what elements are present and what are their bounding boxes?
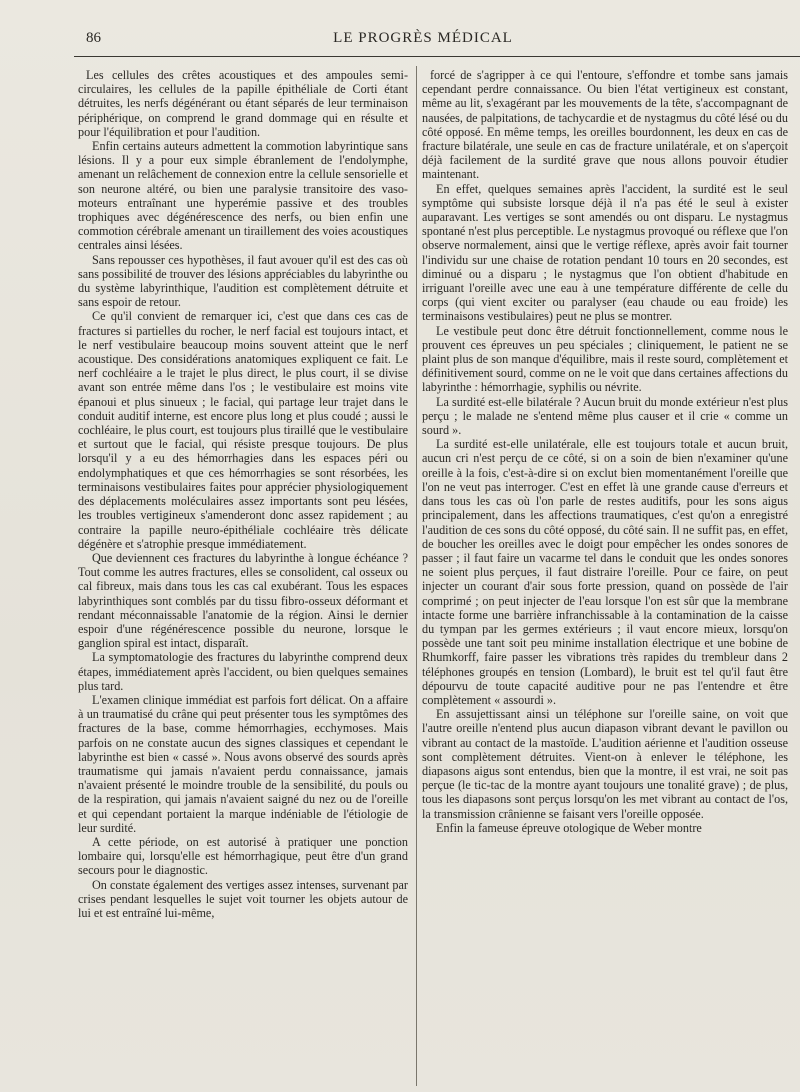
right-column [422,68,788,835]
paragraph: Sans repousser ces hypothèses, il faut avouer qu'il est des cas où sans possibilité de trouver des lésions appréciables du labyrinthe ou du système labyrinthique, l'audition est complètement détruite et sans espoir de retour. [78,252,409,310]
column-divider [416,66,417,1086]
paragraph: La surdité est-elle bilatérale ? Aucun bruit du monde extérieur n'est plus perçu ; le malade ne s'entend même plus causer et il crie « comme un sourd ». [422,394,788,438]
paragraph: Enfin la fameuse épreuve otologique de Weber montre [436,820,702,835]
paragraph: Le vestibule peut donc être détruit fonctionnellement, comme nous le prouvent ces épreuves un peu spéciales ; cliniquement, le patient ne se plaint plus de son manque d'équilibre, mais il reste sourd, complètement et définitivement sourd, comme on ne le voit que dans certaines affections du labyrinthe : hémorrhagie, syphilis ou névrite. [422,323,788,395]
paragraph: L'examen clinique immédiat est parfois fort délicat. On a affaire à un traumatisé du crâne qui peut présenter tous les symptômes des fractures de la base, comme hémorrhagies, ecchymoses. Mais parfois on ne constate aucun des signes classiques et cependant le labyrinthe est bien « cassé ». Nous avons observé des sourds après traumatisme qui jamais n'avaient perdu connaissance, jamais n'avaient présenté le moindre trouble de la sensibilité, du pouls ou de la respiration, qui jamais n'avaient saigné du nez ou de l'oreille et qui cependant portaient la marque indéniable de l'étiologie de leur surdité. [78,692,408,835]
page-number: 86 [86,30,101,46]
paragraph: En effet, quelques semaines après l'accident, la surdité est le seul symptôme qui subsiste lorsque déjà il n'a pas été le seul à exister auparavant. Les vertiges se sont amendés ou ont disparu. Le nystagmus spontané n'est plus perceptible. Le nystagmus provoqué ou réflexe que l'on observe normalement, ainsi que le vertige réflexe, après avoir fait tourner l'individu sur une chaise de rotation pendant 10 tours en 20 secondes, est diminué ou a disparu ; le nystagmus que l'on obtient d'habitude en irriguant l'oreille avec une eau à une température différente de celle du corps (qui vient exciter ou paralyser (eau chaude ou eau froide) les terminaisons vestibulaires) peut ne plus se montrer. [422,181,788,324]
paragraph: La symptomatologie des fractures du labyrinthe comprend deux étapes, immédiatement après l'accident, ou bien quelques semaines plus tard. [78,650,408,693]
paragraph: Que deviennent ces fractures du labyrinthe à longue échéance ? Tout comme les autres fractures, elles se consolident, cal osseux ou cal fibreux, mais dans tous les cas cal exubérant. Tous les espaces labyrinthiques sont comblés par du tissu fibro-osseux déformant et rendant méconnaissable l'anatomie de la région. Ainsi le dernier espoir d'une régénérescence possible du neurone, lorsque le ganglion spiral est intact, disparaît. [78,550,408,651]
paragraph: Les cellules des crêtes acoustiques et des ampoules semi-circulaires, les cellules de la papille épithéliale de Corti étant détruites, les nerfs dégénérant ou étant séparés de leur terminaison périphérique, on comprend le grand dommage qui en résulte et pour l'équilibration et pour l'audition. [78,68,408,139]
paragraph: En assujettissant ainsi un téléphone sur l'oreille saine, on voit que l'autre oreille n'entend plus aucun diapason vibrant devant le pavillon ou vibrant au contact de la mastoïde. L'audition aérienne et l'audition osseuse sont complètement détruites. Vient-on à enlever le téléphone, les diapasons aigus sont entendus, bien que la montre, il est vrai, ne soit pas perçue (le tic-tac de la montre ayant toujours une tonalité grave) ; de plus, tous les diapasons sont perçus lorsqu'on les met vibrant au contact de l'os, la transmission crânienne se faisant vers l'oreille opposée. [422,707,788,821]
header-rule [74,56,800,57]
paragraph: A cette période, on est autorisé à pratiquer une ponction lombaire qui, lorsqu'elle est hémorrhagique, peut être d'un grand secours pour le diagnostic. [78,834,408,878]
paragraph: La surdité est-elle unilatérale, elle est toujours totale et aucun bruit, aucun cri n'est perçu de ce côté, si on a soin de bien n'examiner qu'une oreille à la fois, c'est-à-dire si on exclut bien momentanément l'oreille que l'on ne veut pas interroger. C'est en effet là une grande cause d'erreurs et dans tous les cas où l'on parle de restes auditifs, pour les sons aigus principalement, dans les affections traumatiques, c'est qu'on a enregistré l'audition de ces sons du côté opposé, du côté sain. Il ne suffit pas, en effet, de boucher les oreilles avec le doigt pour empêcher les ondes sonores de passer ; il faut faire un vacarme tel dans le conduit que les ondes sonores ne soient plus perçues, il faut distraire l'oreille. Pour ce faire, on peut injecter un courant d'air sous forte pression, quand on possède de l'air comprimé ; on peut injecter de l'eau lorsque l'on est sûr que la membrane intacte forme une barrière infranchissable à la contamination de la caisse du tympan par les germes extérieurs ; il vaut encore mieux, lorsqu'on possède une tant soit peu minime installation électrique et une bobine de Rhumkorff, faire passer les vibrations très rapides du trembleur dans 2 téléphones groupés en tension (Lombard), le bruit est tel qu'il faut être dépourvu de toute capacité auditive pour ne pas l'entendre et être complètement « assourdi ». [422,437,788,707]
journal-title: LE PROGRÈS MÉDICAL [333,30,513,46]
paragraph: Ce qu'il convient de remarquer ici, c'est que dans ces cas de fractures si partielles du rocher, le nerf facial est toujours intact, et le nerf vestibulaire beaucoup moins souvent atteint que le nerf acoustique. Des considérations anatomiques expliquent ce fait. Le nerf cochléaire a le trajet le plus direct, le plus court, il se divise avant son entrée même dans l'os ; le vestibulaire est moins vite épanoui et plus sinueux ; le facial, qui partage leur trajet dans le conduit auditif interne, est encore plus long et plus coudé ; aussi le cochléaire, le plus court, est toujours plus tiraillé que le vestibulaire et surtout que le facial, qui résiste presque toujours. De plus lorsqu'il y a eu des hémorrhagies dans les espaces péri ou endolymphatiques et que ces hémorrhagies se sont résorbées, les terminaisons vestibulaires faites pour apprécier physiologiquement des déplacements moléculaires assez importants sont peu lésées, les troubles vertigineux s'amenderont donc assez rapidement ; au contraire la papille neuro-épithéliale cochléaire très délicate dégénère et s'atrophie presque immédiatement. [78,309,408,551]
paragraph: forcé de s'agripper à ce qui l'entoure, s'effondre et tombe sans jamais cependant perdre connaissance. Ou bien l'état vertigineux est constant, même au lit, s'exagérant par les mouvements de la tête, s'accompagnant de nausées, de palpitations, de tachycardie et de nystagmus du côté lésé ou du côté opposé. En même temps, les oreilles bourdonnent, les deux en cas de fracture bilatérale, une seule en cas de fracture unilatérale, et on s'aperçoit déjà facilement de la surdité grave que nous allons pouvoir étudier maintenant. [422,68,788,182]
paragraph: On constate également des vertiges assez intenses, survenant par crises pendant lesquelles le sujet voit tourner les objets autour de lui et est entraîné lui-même, [78,877,408,920]
paragraph: Enfin certains auteurs admettent la commotion labyrintique sans lésions. Il y a pour eux simple ébranlement de l'endolymphe, amenant un relâchement de connexion entre la cellule sensorielle et son neurone altéré, ou bien une paralysie transitoire des vaso-moteurs entraînant une hyperémie passive et des troubles trophiques avec dégénérescence des nerfs, ou bien enfin une commotion cérébrale amenant un tiraillement des voies acoustiques centrales ainsi lésées. [78,139,408,253]
page-header [86,30,760,52]
left-column [78,68,408,920]
